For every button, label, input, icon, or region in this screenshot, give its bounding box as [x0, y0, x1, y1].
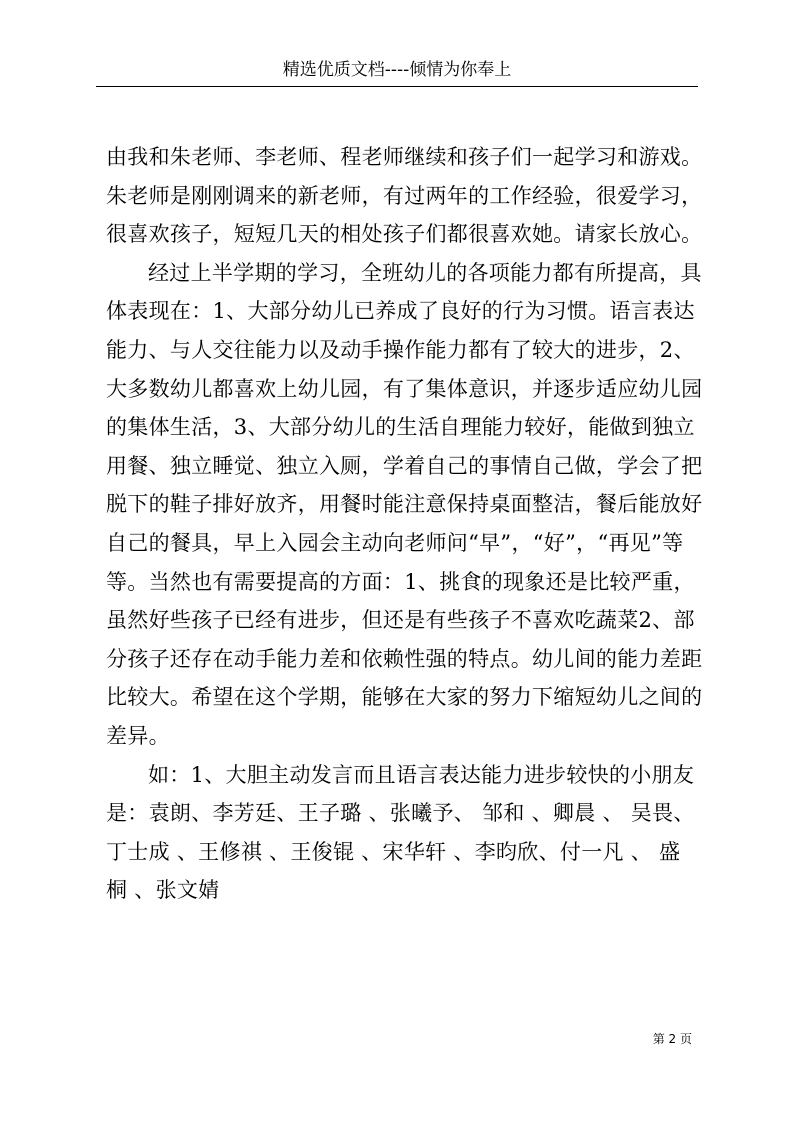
text-line: 是：袁朗、李芳廷、王子璐 、张曦予、 邹和 、卿晨 、 吴畏、: [106, 801, 695, 826]
paragraph-3: [106, 756, 706, 910]
header-title: 精选优质文档----倾情为你奉上: [282, 60, 512, 80]
text-line: 比较大。希望在这个学期，能够在大家的努力下缩短幼儿之间的: [106, 685, 703, 710]
paragraph-1: [106, 138, 706, 254]
text-line: 分孩子还存在动手能力差和依赖性强的特点。幼儿间的能力差距: [106, 646, 703, 671]
text-line: 用餐、独立睡觉、独立入厕，学着自己的事情自己做，学会了把: [106, 453, 703, 478]
paragraph-2: [106, 254, 706, 756]
page-header: [96, 52, 698, 87]
text-line: 桐 、张文婧: [106, 878, 220, 903]
text-line: 体表现在：1、大部分幼儿已养成了良好的行为习惯。语言表达: [106, 299, 695, 324]
text-line: 经过上半学期的学习，全班幼儿的各项能力都有所提高，具: [148, 260, 702, 285]
text-line: 自己的餐具，早上入园会主动向老师问“早”，“好”，“再见”等: [106, 530, 684, 555]
text-line: 虽然好些孩子已经有进步，但还是有些孩子不喜欢吃蔬菜2、部: [106, 608, 695, 633]
text-line: 大多数幼儿都喜欢上幼儿园，有了集体意识，并逐步适应幼儿园: [106, 376, 703, 401]
text-line: 很喜欢孩子，短短几天的相处孩子们都很喜欢她。请家长放心。: [106, 222, 703, 247]
text-line: 丁士成 、王修祺 、王俊锟 、宋华轩 、李昀欣、付一凡 、 盛: [106, 839, 681, 864]
document-body: [106, 138, 706, 910]
text-line: 能力、与人交往能力以及动手操作能力都有了较大的进步，2、: [106, 337, 695, 362]
text-line: 差异。: [106, 723, 170, 748]
text-line: 的集体生活，3、大部分幼儿的生活自理能力较好，能做到独立: [106, 415, 695, 440]
text-line: 朱老师是刚刚调来的新老师，有过两年的工作经验，很爱学习，: [106, 183, 703, 208]
page-number: 第 2 页: [652, 1032, 692, 1046]
text-line: 如：1、大胆主动发言而且语言表达能力进步较快的小朋友: [148, 762, 695, 787]
text-line: 由我和朱老师、李老师、程老师继续和孩子们一起学习和游戏。: [106, 145, 703, 169]
text-line: 脱下的鞋子排好放齐，用餐时能注意保持桌面整洁，餐后能放好: [106, 492, 703, 517]
text-line: 等。当然也有需要提高的方面：1、挑食的现象还是比较严重，: [106, 569, 695, 594]
